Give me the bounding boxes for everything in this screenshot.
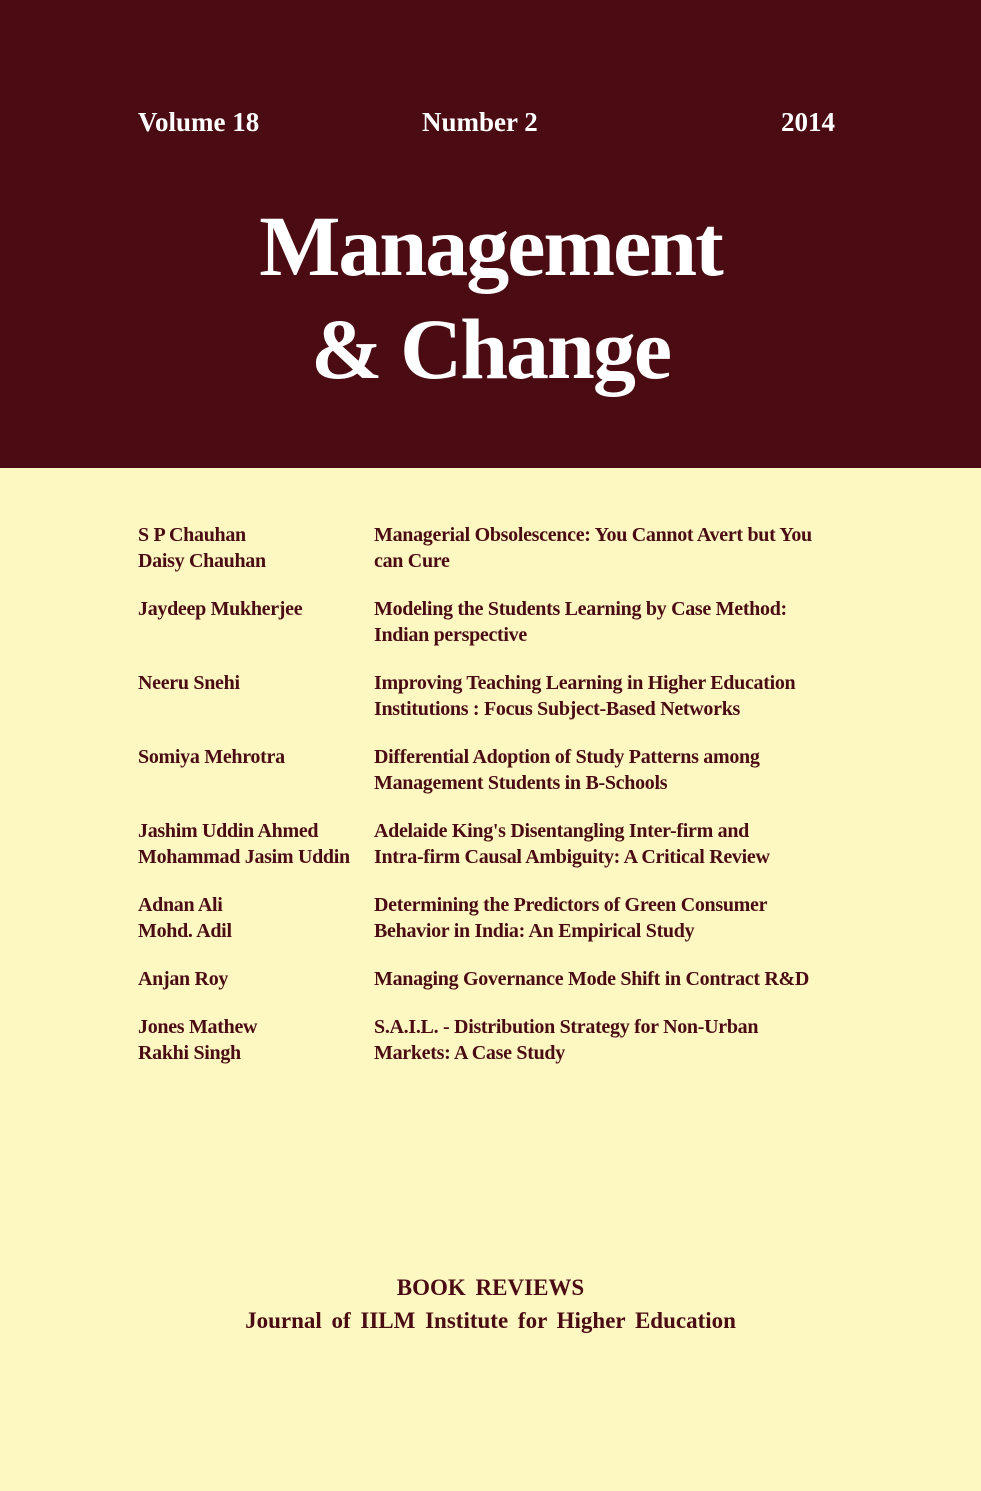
book-reviews-heading: BOOK REVIEWS: [396, 1275, 585, 1300]
author-name: Mohd. Adil: [138, 920, 232, 942]
article-title-line: Improving Teaching Learning in Higher Education: [374, 672, 796, 694]
article-title: [374, 818, 858, 870]
article-authors: [138, 744, 374, 796]
article-title: [374, 522, 858, 574]
author-name: Jones Mathew: [138, 1016, 258, 1038]
article-title: [374, 1014, 858, 1066]
article-title: [374, 744, 858, 796]
volume-label: Volume 18: [138, 107, 260, 137]
article-title-line: Markets: A Case Study: [374, 1042, 565, 1064]
article-title: [374, 670, 858, 722]
article-title-line: S.A.I.L. - Distribution Strategy for Non-Urban: [374, 1016, 759, 1038]
year-label: 2014: [781, 107, 835, 137]
author-name: Rakhi Singh: [138, 1042, 241, 1064]
journal-publisher-line: Journal of IILM Institute for Higher Education: [245, 1308, 736, 1333]
article-title-line: Institutions : Focus Subject-Based Networks: [374, 698, 741, 720]
author-name: S P Chauhan: [138, 524, 246, 546]
author-name: Mohammad Jasim Uddin: [138, 846, 350, 868]
article-title-line: Indian perspective: [374, 624, 527, 646]
article-entry-5: [138, 818, 858, 870]
author-name: Somiya Mehrotra: [138, 746, 285, 768]
article-title-line: can Cure: [374, 550, 450, 572]
article-title-line: Modeling the Students Learning by Case Method:: [374, 598, 787, 620]
article-title-line: Managing Governance Mode Shift in Contract R&D: [374, 968, 810, 990]
article-authors: [138, 892, 374, 944]
article-title-line: Adelaide King's Disentangling Inter-firm and: [374, 820, 749, 842]
article-authors: [138, 522, 374, 574]
journal-title-line-1: Management: [259, 198, 722, 294]
article-title-line: Differential Adoption of Study Patterns among: [374, 746, 760, 768]
article-entry-4: [138, 744, 858, 796]
journal-title-line-2: & Change: [310, 301, 671, 397]
article-entry-7: [138, 966, 858, 992]
author-name: Neeru Snehi: [138, 672, 240, 694]
article-title: [374, 596, 858, 648]
author-name: Jaydeep Mukherjee: [138, 598, 303, 620]
article-entry-1: [138, 522, 858, 574]
article-authors: [138, 670, 374, 722]
number-label: Number 2: [422, 107, 538, 137]
article-entry-8: [138, 1014, 858, 1066]
article-title-line: Management Students in B-Schools: [374, 772, 668, 794]
article-entry-3: [138, 670, 858, 722]
author-name: Daisy Chauhan: [138, 550, 266, 572]
article-title: [374, 892, 858, 944]
article-entry-6: [138, 892, 858, 944]
table-of-contents: [138, 522, 858, 1088]
article-authors: [138, 1014, 374, 1066]
article-authors: [138, 966, 374, 992]
article-title: [374, 966, 858, 992]
article-title-line: Behavior in India: An Empirical Study: [374, 920, 695, 942]
article-title-line: Determining the Predictors of Green Consumer: [374, 894, 768, 916]
author-name: Anjan Roy: [138, 968, 229, 990]
article-authors: [138, 818, 374, 870]
article-authors: [138, 596, 374, 648]
article-title-line: Managerial Obsolescence: You Cannot Avert but You: [374, 524, 812, 546]
author-name: Adnan Ali: [138, 894, 223, 916]
cover-header-band: [0, 0, 981, 468]
article-entry-2: [138, 596, 858, 648]
author-name: Jashim Uddin Ahmed: [138, 820, 319, 842]
article-title-line: Intra-firm Causal Ambiguity: A Critical Review: [374, 846, 770, 868]
